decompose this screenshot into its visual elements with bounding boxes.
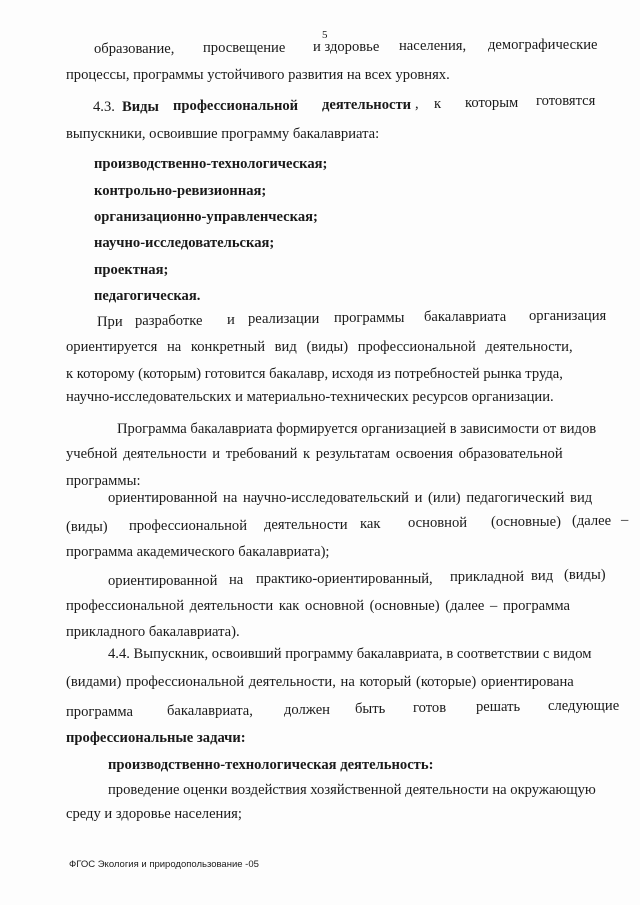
text-line: ориентируется на конкретный вид (виды) профессиональной деятельности, — [66, 339, 573, 355]
word: практико-ориентированный, — [256, 571, 433, 587]
word: просвещение — [203, 40, 286, 56]
word: бакалавриата, — [167, 703, 253, 719]
word: профессиональной — [129, 518, 248, 534]
heading-word: деятельности — [322, 97, 412, 113]
word: населения, — [399, 38, 467, 54]
text-line: процессы, программы устойчивого развития на всех уровнях. — [66, 67, 450, 83]
text-line: проведение оценки воздействия хозяйственной деятельности на окружающую — [108, 782, 596, 798]
text-line: ориентированной на научно-исследовательский и (или) педагогический вид — [108, 490, 593, 506]
word: прикладной — [450, 569, 525, 585]
word: (виды) — [564, 567, 606, 583]
word: разработке — [135, 313, 203, 329]
text-line: программа академического бакалавриата); — [66, 544, 330, 560]
word: и здоровье — [313, 39, 380, 55]
word: (далее — [572, 513, 612, 529]
word: к — [434, 96, 442, 112]
activity-item: организационно-управленческая; — [94, 209, 318, 225]
page-number: 5 — [322, 29, 328, 41]
word: готовятся — [536, 93, 596, 109]
word: бакалавриата — [424, 309, 507, 325]
word: должен — [284, 702, 330, 718]
heading-word: Виды — [122, 99, 159, 115]
heading-word: профессиональной — [173, 98, 299, 114]
activity-item: контрольно-ревизионная; — [94, 183, 267, 199]
text-line: к которому (которым) готовится бакалавр, исходя из потребностей рынка труда, — [66, 366, 563, 382]
word: решать — [476, 699, 521, 715]
word: как — [360, 516, 381, 532]
activity-item: проектная; — [94, 262, 169, 278]
word: программы — [334, 310, 405, 326]
text-line: программы: — [66, 473, 141, 489]
word: вид — [531, 568, 554, 584]
text-line: научно-исследовательских и материально-технических ресурсов организации. — [66, 389, 554, 405]
text-line: среду и здоровье населения; — [66, 806, 242, 822]
word: и — [227, 312, 235, 328]
text-line: выпускники, освоившие программу бакалавриата: — [66, 126, 380, 142]
text-line-bold: профессиональные задачи: — [66, 730, 246, 746]
word: демографические — [488, 37, 598, 53]
word: образование, — [94, 41, 175, 57]
word: деятельности — [264, 517, 348, 533]
page-footer: ФГОС Экология и природопользование -05 — [69, 859, 259, 870]
word: реализации — [248, 311, 320, 327]
word: (основные) — [491, 514, 561, 530]
activity-item: производственно-технологическая; — [94, 156, 328, 172]
word: ориентированной — [108, 573, 218, 589]
text-line: учебной деятельности и требований к результатам освоения образовательной — [66, 446, 563, 462]
word: на — [229, 572, 244, 588]
word: (виды) — [66, 519, 108, 535]
word: программа — [66, 704, 134, 720]
word: , — [415, 96, 419, 112]
word: При — [97, 314, 123, 330]
word: быть — [355, 701, 386, 717]
sub-heading: производственно-технологическая деятельность: — [108, 757, 434, 773]
text-line: профессиональной деятельности как основной (основные) (далее – программа — [66, 598, 570, 614]
section-number: 4.3. — [93, 99, 115, 115]
text-line: Программа бакалавриата формируется организацией в зависимости от видов — [117, 421, 597, 437]
activity-item: научно-исследовательская; — [94, 235, 275, 251]
word: которым — [465, 95, 519, 111]
word: организация — [529, 308, 607, 324]
text-line: 4.4. Выпускник, освоивший программу бакалавриата, в соответствии с видом — [108, 646, 592, 662]
word: основной — [408, 515, 468, 531]
word: следующие — [548, 698, 620, 714]
text-line: прикладного бакалавриата). — [66, 624, 240, 640]
word: – — [621, 512, 629, 528]
text-line: (видами) профессиональной деятельности, на который (которые) ориентирована — [66, 674, 574, 690]
word: готов — [413, 700, 447, 716]
activity-item: педагогическая. — [94, 288, 201, 304]
